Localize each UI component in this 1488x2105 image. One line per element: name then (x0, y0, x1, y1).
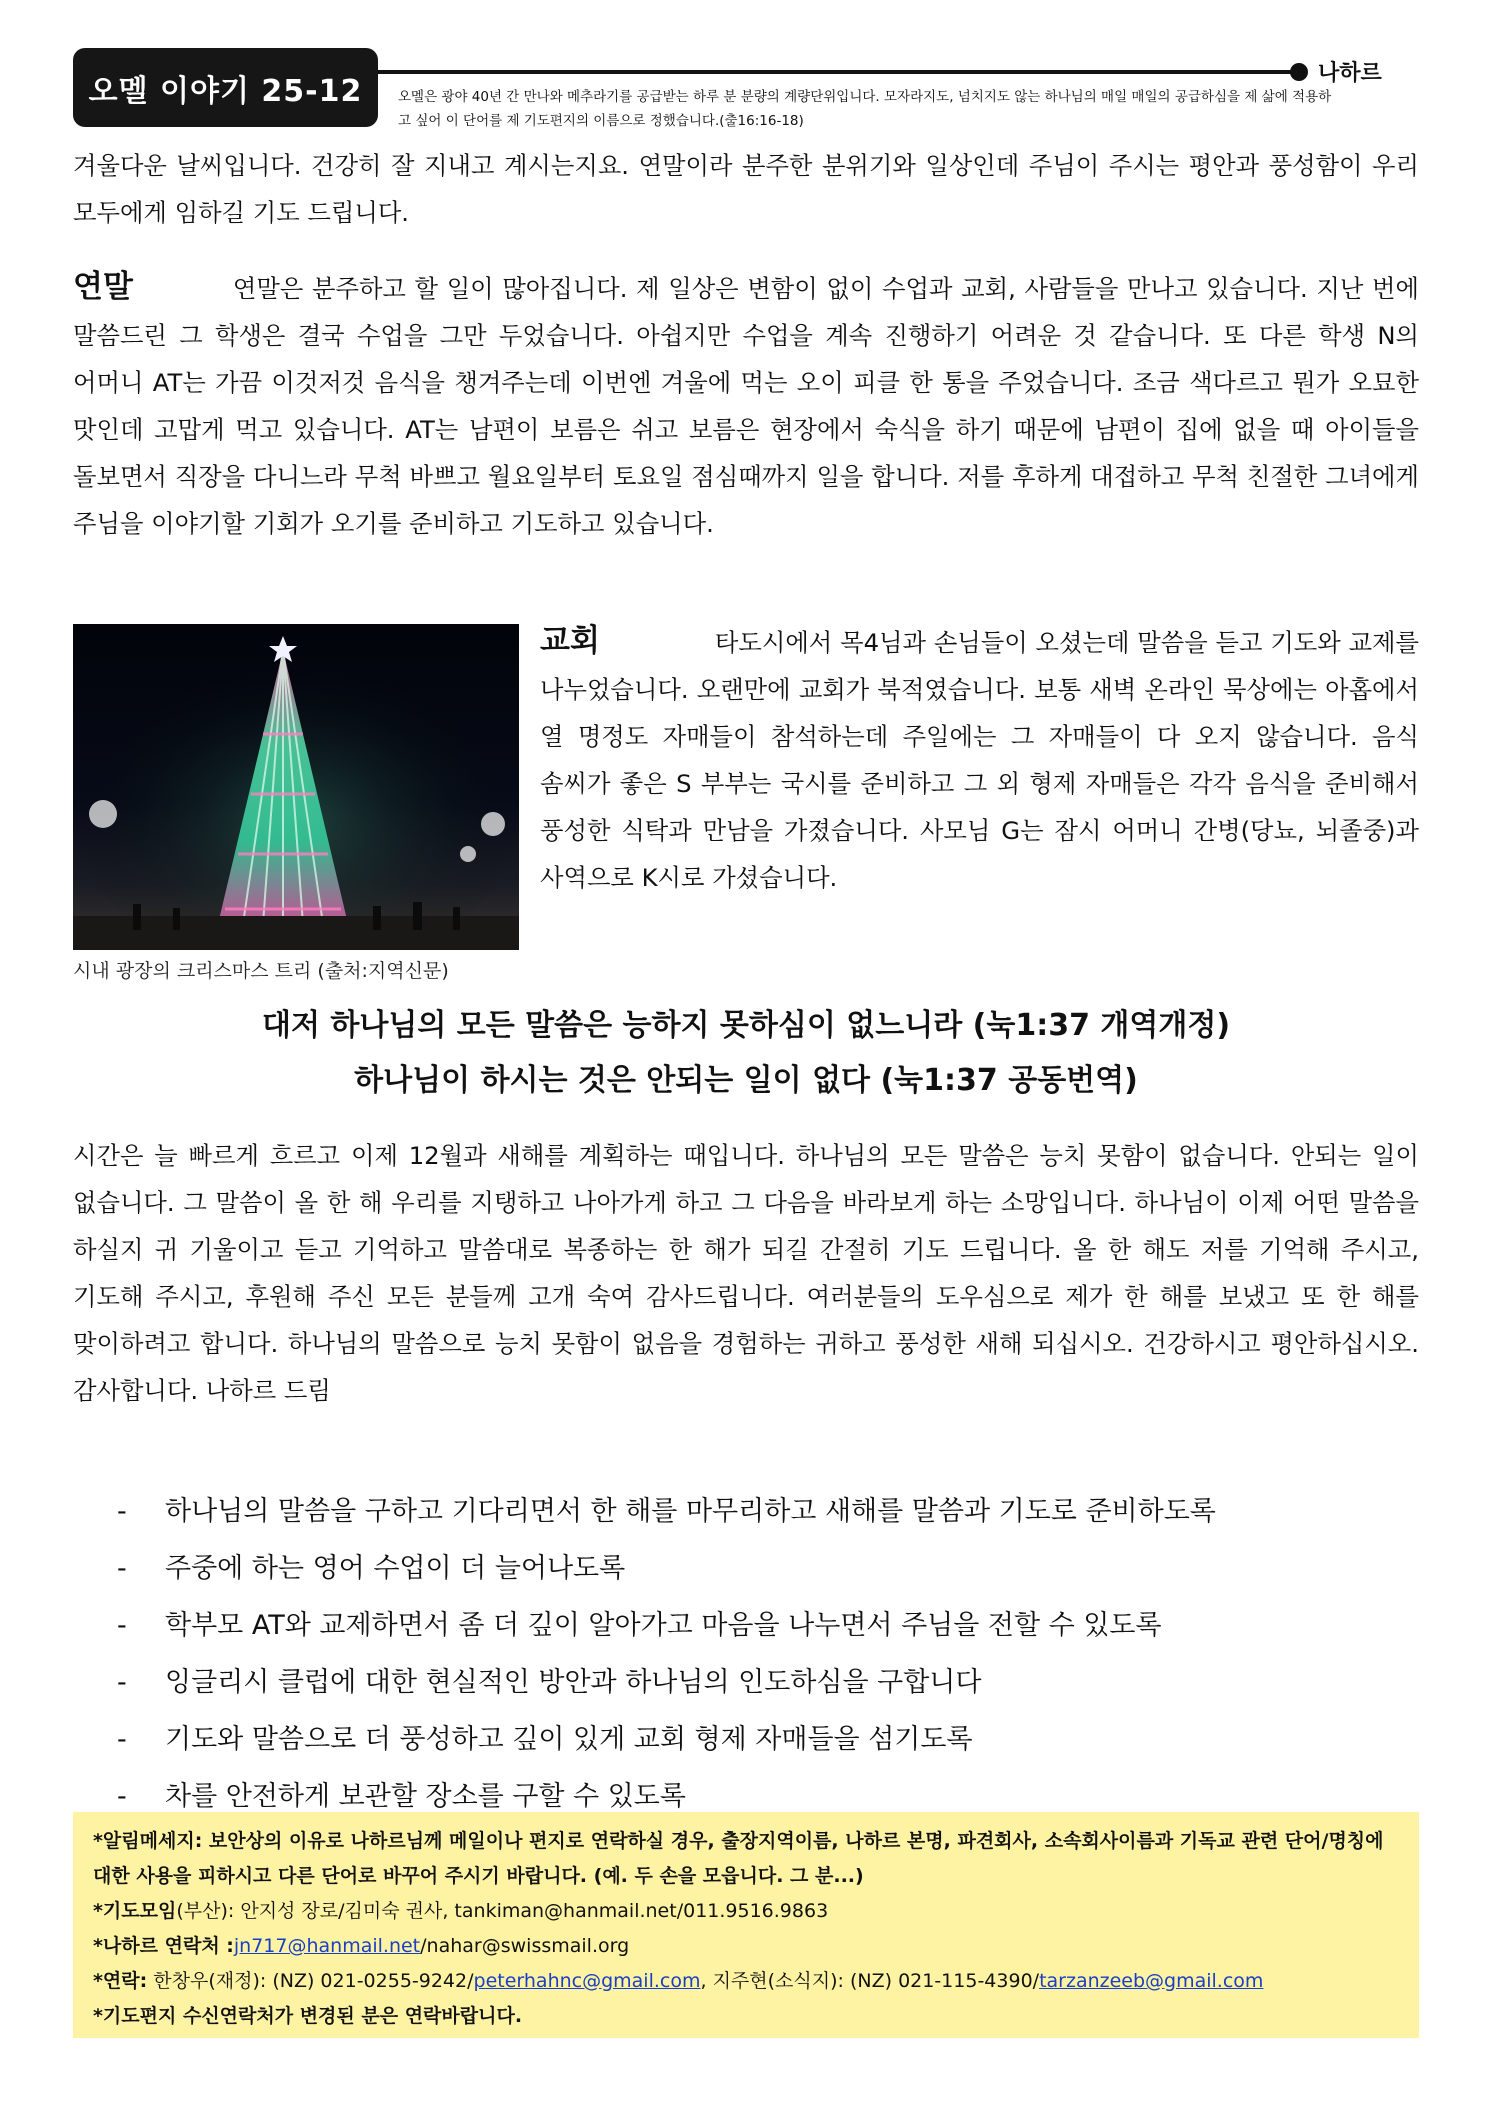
author-name: 나하르 (1318, 61, 1382, 86)
notice-box (73, 1812, 1419, 2038)
photo-caption: 시내 광장의 크리스마스 트리 (출처:지역신문) (73, 960, 449, 982)
year-end-section (73, 264, 1419, 547)
nahar-email-alt: /nahar@swissmail.org (420, 1935, 630, 1957)
motto-text: 오멜은 광야 40년 간 만나와 메추라기를 공급받는 하루 분 분량의 계량단위입니다. 모자라지도, 넘치지도 않는 하나님의 매일 매일의 공급하심을 제 삶에 적용하고 싶어 이 단어를 제 기도편지의 이름으로 정했습니다.(출16:16-18) (398, 89, 1332, 129)
closing-paragraph: 시간은 늘 빠르게 흐르고 이제 12월과 새해를 계획하는 때입니다. 하나님의 모든 말씀은 능치 못함이 없습니다. 안되는 일이 없습니다. 그 말씀이 올 한 해 우리를 지탱하고 나아가게 하고 그 다음을 바라보게 하는 소망입니다. 하나님이 이제 어떤 말씀을 하실지 귀 기울이고 듣고 기억하고 말씀대로 복종하는 한 해가 되길 간절히 기도 드립니다. 올 한 해도 저를 기억해 주시고, 기도해 주시고, 후원해 주신 모든 분들께 고개 숙여 감사드립니다. 여러분들의 도우심으로 제가 한 해를 보냈고 또 한 해를 맞이하려고 합니다. 하나님의 말씀으로 능치 못함이 없음을 경험하는 귀하고 풍성한 새해 되십시오. 건강하시고 평안하십시오. 감사합니다. 나하르 드림 (73, 1141, 1419, 1405)
verse-kor-revised: 대저 하나님의 모든 말씀은 능하지 못하심이 없느니라 (눅1:37 개역개정) (261, 1008, 1231, 1043)
header-rule-dot (1290, 63, 1308, 81)
christmas-tree-photo (73, 624, 519, 950)
list-item: - 학부모 AT와 교제하면서 좀 더 깊이 알아가고 마음을 나누면서 주님을 전할 수 있도록 (117, 1610, 1162, 1641)
newsletter-title: 오멜 이야기 25-12 (73, 48, 378, 127)
intro-paragraph: 겨울다운 날씨입니다. 건강히 잘 지내고 계시는지요. 연말이라 분주한 분위기와 일상인데 주님이 주시는 평안과 풍성함이 우리 모두에게 임하길 기도 드립니다. (73, 151, 1419, 227)
liaison-news: , 지주현(소식지): (NZ) 021-115-4390/ (700, 1970, 1040, 1992)
liaison-label: *연락: (93, 1970, 148, 1992)
year-end-body: 연말은 분주하고 할 일이 많아집니다. 제 일상은 변함이 없이 수업과 교회, 사람들을 만나고 있습니다. 지난 번에 말씀드린 그 학생은 결국 수업을 그만 두었습니다. 아쉽지만 수업을 계속 진행하기 어려운 것 같습니다. 또 다른 학생 N의 어머니 AT는 가끔 이것저것 음식을 챙겨주는데 이번엔 겨울에 먹는 오이 피클 한 통을 주었습니다. 조금 색다르고 뭔가 오묘한 맛인데 고맙게 먹고 있습니다. AT는 남편이 보름은 쉬고 보름은 현장에서 숙식을 하기 때문에 남편이 집에 없을 때 아이들을 돌보면서 직장을 다니느라 무척 바쁘고 월요일부터 토요일 점심때까지 일을 합니다. 저를 후하게 대접하고 무척 친절한 그녀에게 주님을 이야기할 기회가 오기를 준비하고 기도하고 있습니다. (73, 274, 1419, 538)
list-item: - 잉글리시 클럽에 대한 현실적인 방안과 하나님의 인도하심을 구합니다 (117, 1667, 982, 1698)
nahar-contact-line (93, 1929, 1399, 1964)
liaison-finance-email-link[interactable]: peterhahnc@gmail.com (473, 1970, 701, 1992)
notice-footer: *기도편지 수신연락처가 변경된 분은 연락바랍니다. (93, 2005, 523, 2027)
prayer-meeting-text: (부산): 안지성 장로/김미숙 권사, tankiman@hanmail.net/011.9516.9863 (176, 1900, 829, 1922)
list-item: - 차를 안전하게 보관할 장소를 구할 수 있도록 (117, 1781, 686, 1812)
year-end-heading: 연말 (73, 269, 133, 305)
verse-common-translation: 하나님이 하시는 것은 안되는 일이 없다 (눅1:37 공동번역) (354, 1063, 1138, 1098)
list-item: - 주중에 하는 영어 수업이 더 늘어나도록 (117, 1553, 626, 1584)
church-heading: 교회 (540, 623, 600, 659)
church-body: 타도시에서 목4님과 손님들이 오셨는데 말씀을 듣고 기도와 교제를 나누었습니다. 오랜만에 교회가 북적였습니다. 보통 새벽 온라인 묵상에는 아홉에서 열 명정도 자매들이 참석하는데 주일에는 그 자매들이 다 오지 않습니다. 음식 솜씨가 좋은 S 부부는 국시를 준비하고 그 외 형제 자매들은 각각 음식을 준비해서 풍성한 식탁과 만남을 가졌습니다. 사모님 G는 잠시 어머니 간병(당뇨, 뇌졸중)과 사역으로 K시로 가셨습니다. (540, 628, 1419, 892)
nahar-email-link[interactable]: jn717@hanmail.net (233, 1935, 421, 1957)
prayer-meeting-label: *기도모임 (93, 1900, 177, 1922)
church-section (540, 618, 1419, 901)
list-item: - 기도와 말씀으로 더 풍성하고 깊이 있게 교회 형제 자매들을 섬기도록 (117, 1724, 973, 1755)
liaison-news-email-link[interactable]: tarzanzeeb@gmail.com (1039, 1970, 1264, 1992)
list-item: - 하나님의 말씀을 구하고 기다리면서 한 해를 마무리하고 새해를 말씀과 기도로 준비하도록 (117, 1496, 1216, 1527)
security-alert: *알림메세지: 보안상의 이유로 나하르님께 메일이나 편지로 연락하실 경우, 출장지역이름, 나하르 본명, 파견회사, 소속회사이름과 기독교 관련 단어/명칭에 대한 사용을 피하시고 다른 단어로 바꾸어 주시기 바랍니다. (예. 두 손을 모읍니다. 그 분...) (93, 1830, 1384, 1887)
liaison-line (93, 1964, 1399, 1999)
header-rule (378, 70, 1298, 74)
prayer-meeting-line (93, 1894, 1399, 1929)
liaison-finance: 한창우(재정): (NZ) 021-0255-9242/ (153, 1970, 474, 1992)
prayer-request-list (117, 1483, 1417, 1825)
nahar-contact-label: *나하르 연락처 : (93, 1935, 234, 1957)
